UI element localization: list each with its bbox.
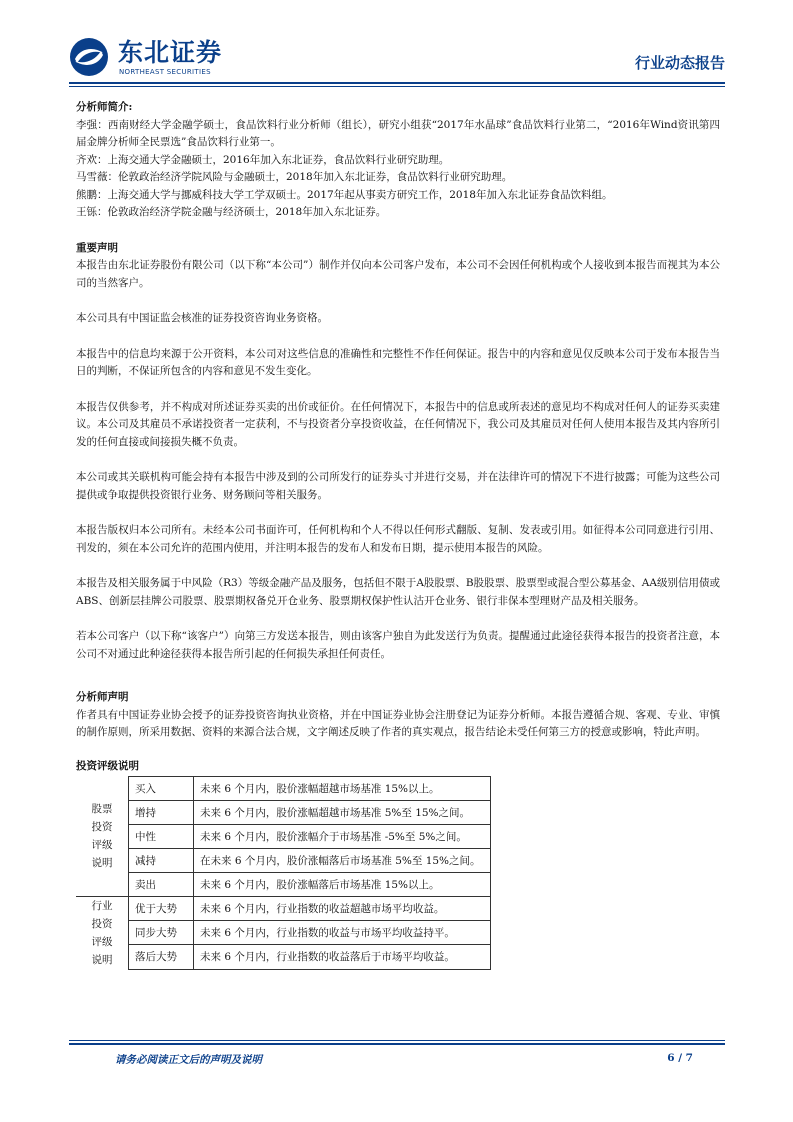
report-type-label: 行业动态报告 <box>634 54 725 72</box>
page-number: 6 / 7 <box>667 1052 693 1064</box>
disclaimer-paragraph: 若本公司客户（以下称“该客户”）向第三方发送本报告，则由该客户独自为此发送行为负责。提醒通过此途径获得本报告的投资者注意，本公司不对通过此种途径获得本报告所引起的任何损失承担任何责任。 <box>76 630 720 660</box>
analyst-bio: 齐欢：上海交通大学金融硕士，2016年加入东北证券，食品饮料行业研究助理。 <box>76 153 450 166</box>
rating-desc: 未来 6 个月内，股价涨幅落后市场基准 15%以上。 <box>194 873 491 897</box>
rating-desc: 未来 6 个月内，股价涨幅超越市场基准 15%以上。 <box>194 777 491 801</box>
page-footer <box>0 1040 793 1080</box>
table-row <box>76 897 491 921</box>
rating-label: 同步大势 <box>129 921 194 945</box>
rating-table <box>76 776 491 970</box>
page-header <box>0 0 793 95</box>
analyst-bio: 王铄：伦敦政治经济学院金融与经济硕士，2018年加入东北证券。 <box>76 206 387 218</box>
analysts-title: 分析师简介: <box>76 101 133 113</box>
rating-desc: 未来 6 个月内，行业指数的收益落后于市场平均收益。 <box>194 945 491 969</box>
rating-label: 减持 <box>129 849 194 873</box>
analyst-bio: 李强：西南财经大学金融学硕士，食品饮料行业分析师（组长），研究小组获“2017年水晶球”食品饮料行业第二，“2016年Wind资讯第四届金牌分析师全民票选”食品饮料行业第一。 <box>76 118 720 148</box>
disclaimer-paragraph: 本报告由东北证券股份有限公司（以下称“本公司”）制作并仅向本公司客户发布，本公司不会因任何机构或个人接收到本报告而视其为本公司的当然客户。 <box>76 259 720 289</box>
table-row <box>76 777 491 801</box>
disclaimer-paragraph: 本公司或其关联机构可能会持有本报告中涉及到的公司所发行的证券头寸并进行交易，并在法律许可的情况下不进行披露；可能为这些公司提供或争取提供投资银行业务、财务顾问等相关服务。 <box>76 471 720 501</box>
stock-rating-group-label: 股票 投资 评级 说明 <box>76 777 129 897</box>
rating-desc: 未来 6 个月内，行业指数的收益超越市场平均收益。 <box>194 897 491 921</box>
industry-rating-group-label: 行业 投资 评级 说明 <box>76 897 129 970</box>
analyst-statement-title: 分析师声明 <box>76 691 129 703</box>
logo-english-name: NORTHEAST SECURITIES <box>119 68 211 76</box>
analyst-bio: 熊鹏：上海交通大学与挪威科技大学工学双硕士。2017年起从事卖方研究工作，2018年加入东北证券食品饮料组。 <box>76 188 613 201</box>
northeast-securities-logo-icon <box>69 37 109 77</box>
table-row <box>76 801 491 825</box>
footer-notice: 请务必阅读正文后的声明及说明 <box>115 1054 262 1066</box>
disclaimer-paragraph: 本报告版权归本公司所有。未经本公司书面许可，任何机构和个人不得以任何形式翻版、复制、发表或引用。如征得本公司同意进行引用、刊发的，须在本公司允许的范围内使用，并注明本报告的发布人和发布日期，提示使用本报告的风险。 <box>76 524 720 554</box>
rating-label: 增持 <box>129 801 194 825</box>
rating-desc: 未来 6 个月内，行业指数的收益与市场平均收益持平。 <box>194 921 491 945</box>
analyst-bio: 马雪薇：伦敦政治经济学院风险与金融硕士，2018年加入东北证券，食品饮料行业研究助理。 <box>76 171 513 183</box>
rating-label: 中性 <box>129 825 194 849</box>
rating-title: 投资评级说明 <box>76 760 139 772</box>
rating-section <box>76 758 491 970</box>
table-row <box>76 849 491 873</box>
disclaimer-paragraph: 本报告及相关服务属于中风险（R3）等级金融产品及服务，包括但不限于A股股票、B股股票、股票型或混合型公募基金、AA级别信用债或ABS、创新层挂牌公司股票、股票期权备兑开仓业务、股票期权保护性认沽开仓业务、银行非保本型理财产品及相关服务。 <box>76 577 720 607</box>
rating-desc: 未来 6 个月内，股价涨幅介于市场基准 -5%至 5%之间。 <box>194 825 491 849</box>
table-row <box>76 921 491 945</box>
rating-label: 买入 <box>129 777 194 801</box>
table-row <box>76 825 491 849</box>
footer-rule-thick <box>69 1043 725 1045</box>
rating-desc: 在未来 6 个月内，股价涨幅落后市场基准 5%至 15%之间。 <box>194 849 491 873</box>
main-content <box>76 99 720 742</box>
rating-label: 优于大势 <box>129 897 194 921</box>
disclaimer-paragraph: 本报告仅供参考，并不构成对所述证券买卖的出价或征价。在任何情况下，本报告中的信息或所表述的意见均不构成对任何人的证券买卖建议。本公司及其雇员不承诺投资者一定获利，不与投资者分享投资收益，在任何情况下，我公司及其雇员对任何人使用本报告及其内容所引发的任何直接或间接损失概不负责。 <box>76 400 720 448</box>
logo-chinese-name: 东北证券 <box>118 38 223 67</box>
table-row <box>76 873 491 897</box>
disclaimer-paragraph: 本报告中的信息均来源于公开资料，本公司对这些信息的准确性和完整性不作任何保证。报告中的内容和意见仅反映本公司于发布本报告当日的判断，不保证所包含的内容和意见不发生变化。 <box>76 347 720 377</box>
rating-label: 落后大势 <box>129 945 194 969</box>
analyst-statement-text: 作者具有中国证券业协会授予的证券投资咨询执业资格，并在中国证券业协会注册登记为证券分析师。本报告遵循合规、客观、专业、审慎的制作原则，所采用数据、资料的来源合法合规，文字阐述反映了作者的真实观点，报告结论未受任何第三方的授意或影响，特此声明。 <box>76 708 720 738</box>
rating-desc: 未来 6 个月内，股价涨幅超越市场基准 5%至 15%之间。 <box>194 801 491 825</box>
header-rule-thin <box>69 86 725 87</box>
footer-rule-thin <box>69 1040 725 1041</box>
rating-label: 卖出 <box>129 873 194 897</box>
header-rule-thick <box>69 82 725 84</box>
table-row <box>76 945 491 969</box>
disclaimer-paragraph: 本公司具有中国证监会核准的证券投资咨询业务资格。 <box>76 312 328 324</box>
disclaimer-title: 重要声明 <box>76 241 118 254</box>
